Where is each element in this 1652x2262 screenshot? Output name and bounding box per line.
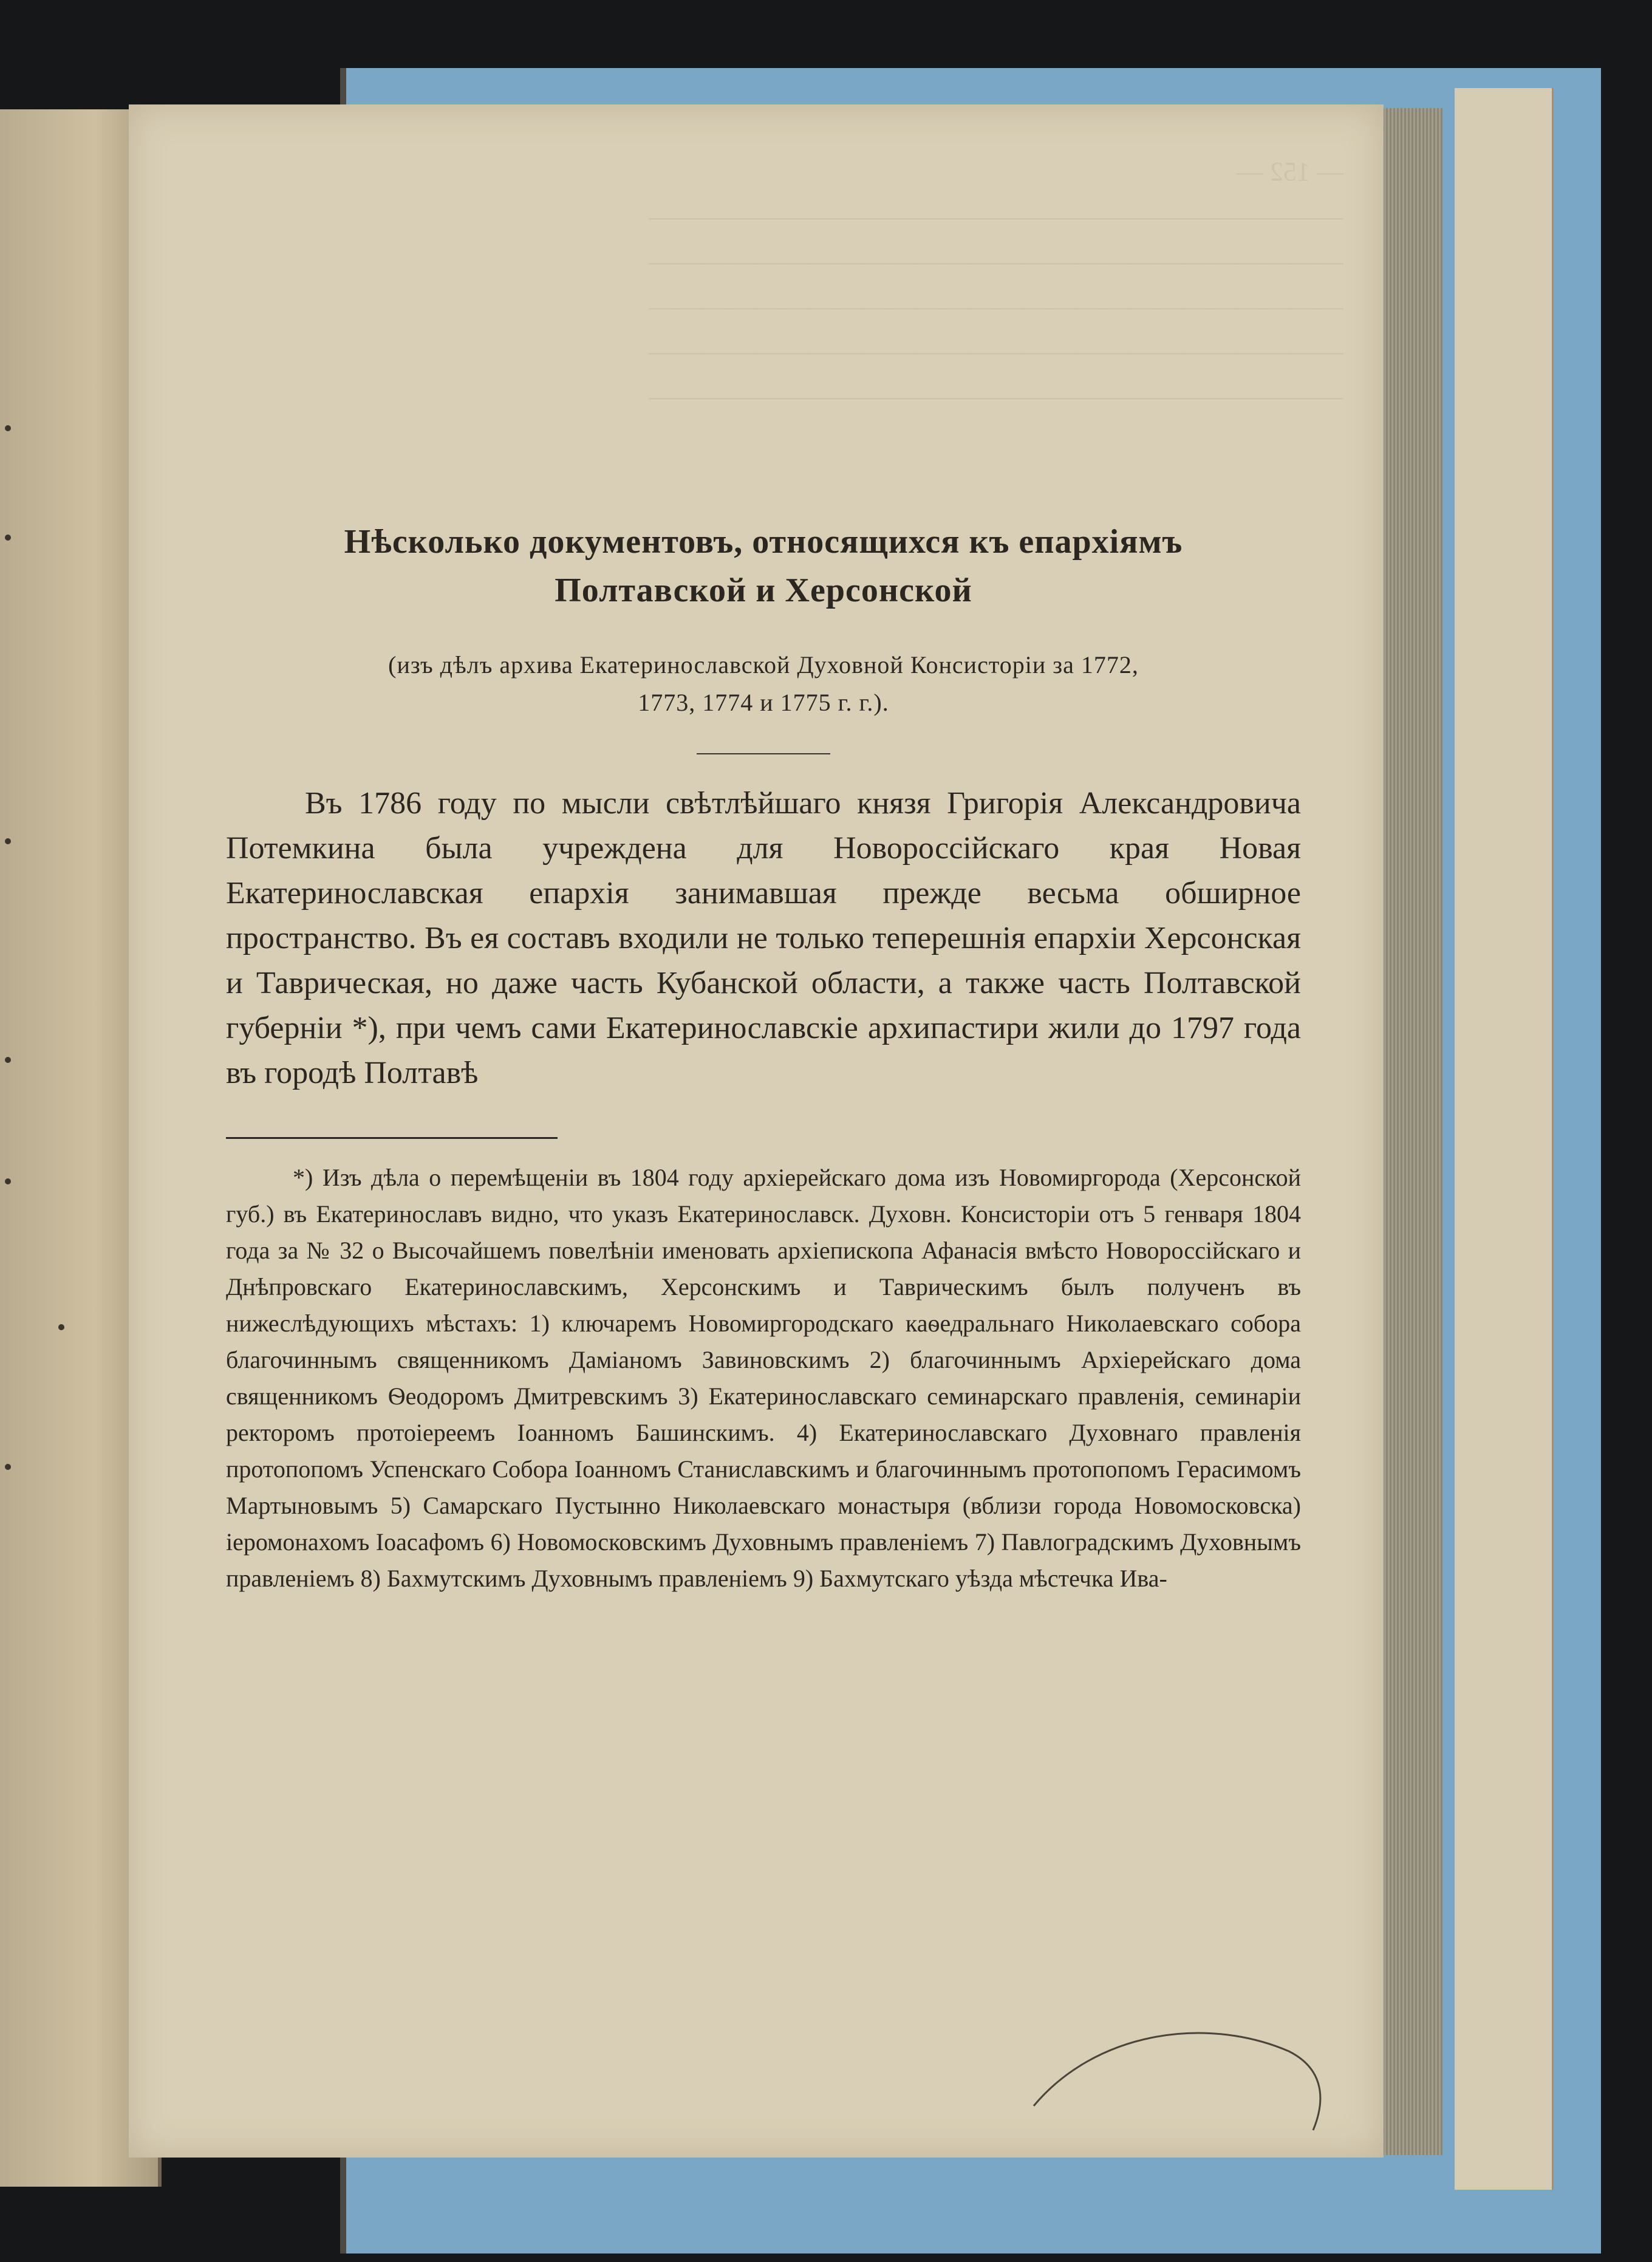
subtitle-line-1: (изъ дѣлъ архива Екатеринославской Духовной Консисторіи за 1772, bbox=[388, 651, 1139, 678]
pencil-mark bbox=[1022, 2015, 1337, 2136]
footnote-rule bbox=[226, 1137, 558, 1139]
page-content bbox=[226, 104, 1301, 1621]
page-edge bbox=[1379, 108, 1442, 2155]
subtitle-line-2: 1773, 1774 и 1775 г. г.). bbox=[638, 689, 889, 716]
title-line-1: Нѣсколько документовъ, относящихся къ епархіямъ bbox=[344, 523, 1183, 561]
back-page bbox=[1455, 88, 1554, 2190]
title-line-2: Полтавской и Херсонской bbox=[555, 572, 972, 609]
ink-dot bbox=[5, 1057, 11, 1063]
ink-dot bbox=[5, 425, 11, 431]
footnote: *) Изъ дѣла о перемѣщеніи въ 1804 году архіерейскаго дома изъ Новомиргорода (Херсонской губ.) въ Екатеринославъ видно, что указъ Екатеринославск. Духовн. Консисторіи отъ 5 генваря 1804 года за № 32 о Высочайшемъ повелѣніи именовать архіепископа Афанасія вмѣсто Новороссійскаго и Днѣпровскаго Екатеринославскимъ, Херсонскимъ и Таврическимъ былъ полученъ въ нижеслѣдующихъ мѣстахъ: 1) ключаремъ Новомиргородскаго каѳедральнаго Николаевскаго собора благочиннымъ священникомъ Даміаномъ Завиновскимъ 2) благочиннымъ Архіерейскаго дома священникомъ Ѳеодоромъ Дмитревскимъ 3) Екатеринославскаго семинарскаго правленія, семинаріи ректоромъ протоіереемъ Іоанномъ Башинскимъ. 4) Екатеринославскаго Духовнаго правленія протопопомъ Успенскаго Собора Іоанномъ Станиславскимъ и благочиннымъ протопопомъ Герасимомъ Мартыновымъ 5) Самарскаго Пустынно Николаевскаго монастыря (вблизи города Новомосковска) іеромонахомъ Іоасафомъ 6) Новомосковскимъ Духовнымъ правленіемъ 7) Павлоградскимъ Духовнымъ правленіемъ 8) Бахмутскимъ Духовнымъ правленіемъ 9) Бахмутскаго уѣзда мѣстечка Ива- bbox=[226, 1164, 1301, 1592]
bleed-through-text: — 152 — —————————————————————————— —————————————————————————— —————————————————————————— —————————————————————————— —————————————————————————— bbox=[649, 157, 1343, 411]
ink-dot bbox=[5, 1178, 11, 1184]
ink-dot bbox=[5, 838, 11, 844]
body-paragraph: Въ 1786 году по мысли свѣтлѣйшаго князя Григорія Александровича Потемкина была учреждена для Новороссійскаго края Новая Екатеринославская епархія занимавшая прежде весьма обширное пространство. Въ ея составъ входили не только теперешнія епархіи Херсонская и Таврическая, но даже часть Кубанской области, а также часть Полтавской губерніи *), при чемъ сами Екатеринославскіе архипастири жили до 1797 года въ городѣ Полтавѣ bbox=[226, 786, 1301, 1090]
document-subtitle bbox=[226, 646, 1301, 722]
book-page bbox=[129, 104, 1384, 2158]
document-title bbox=[226, 518, 1301, 615]
section-divider bbox=[697, 753, 830, 754]
ink-dot bbox=[5, 535, 11, 541]
ink-dot bbox=[58, 1324, 64, 1330]
ink-dot bbox=[5, 1464, 11, 1470]
